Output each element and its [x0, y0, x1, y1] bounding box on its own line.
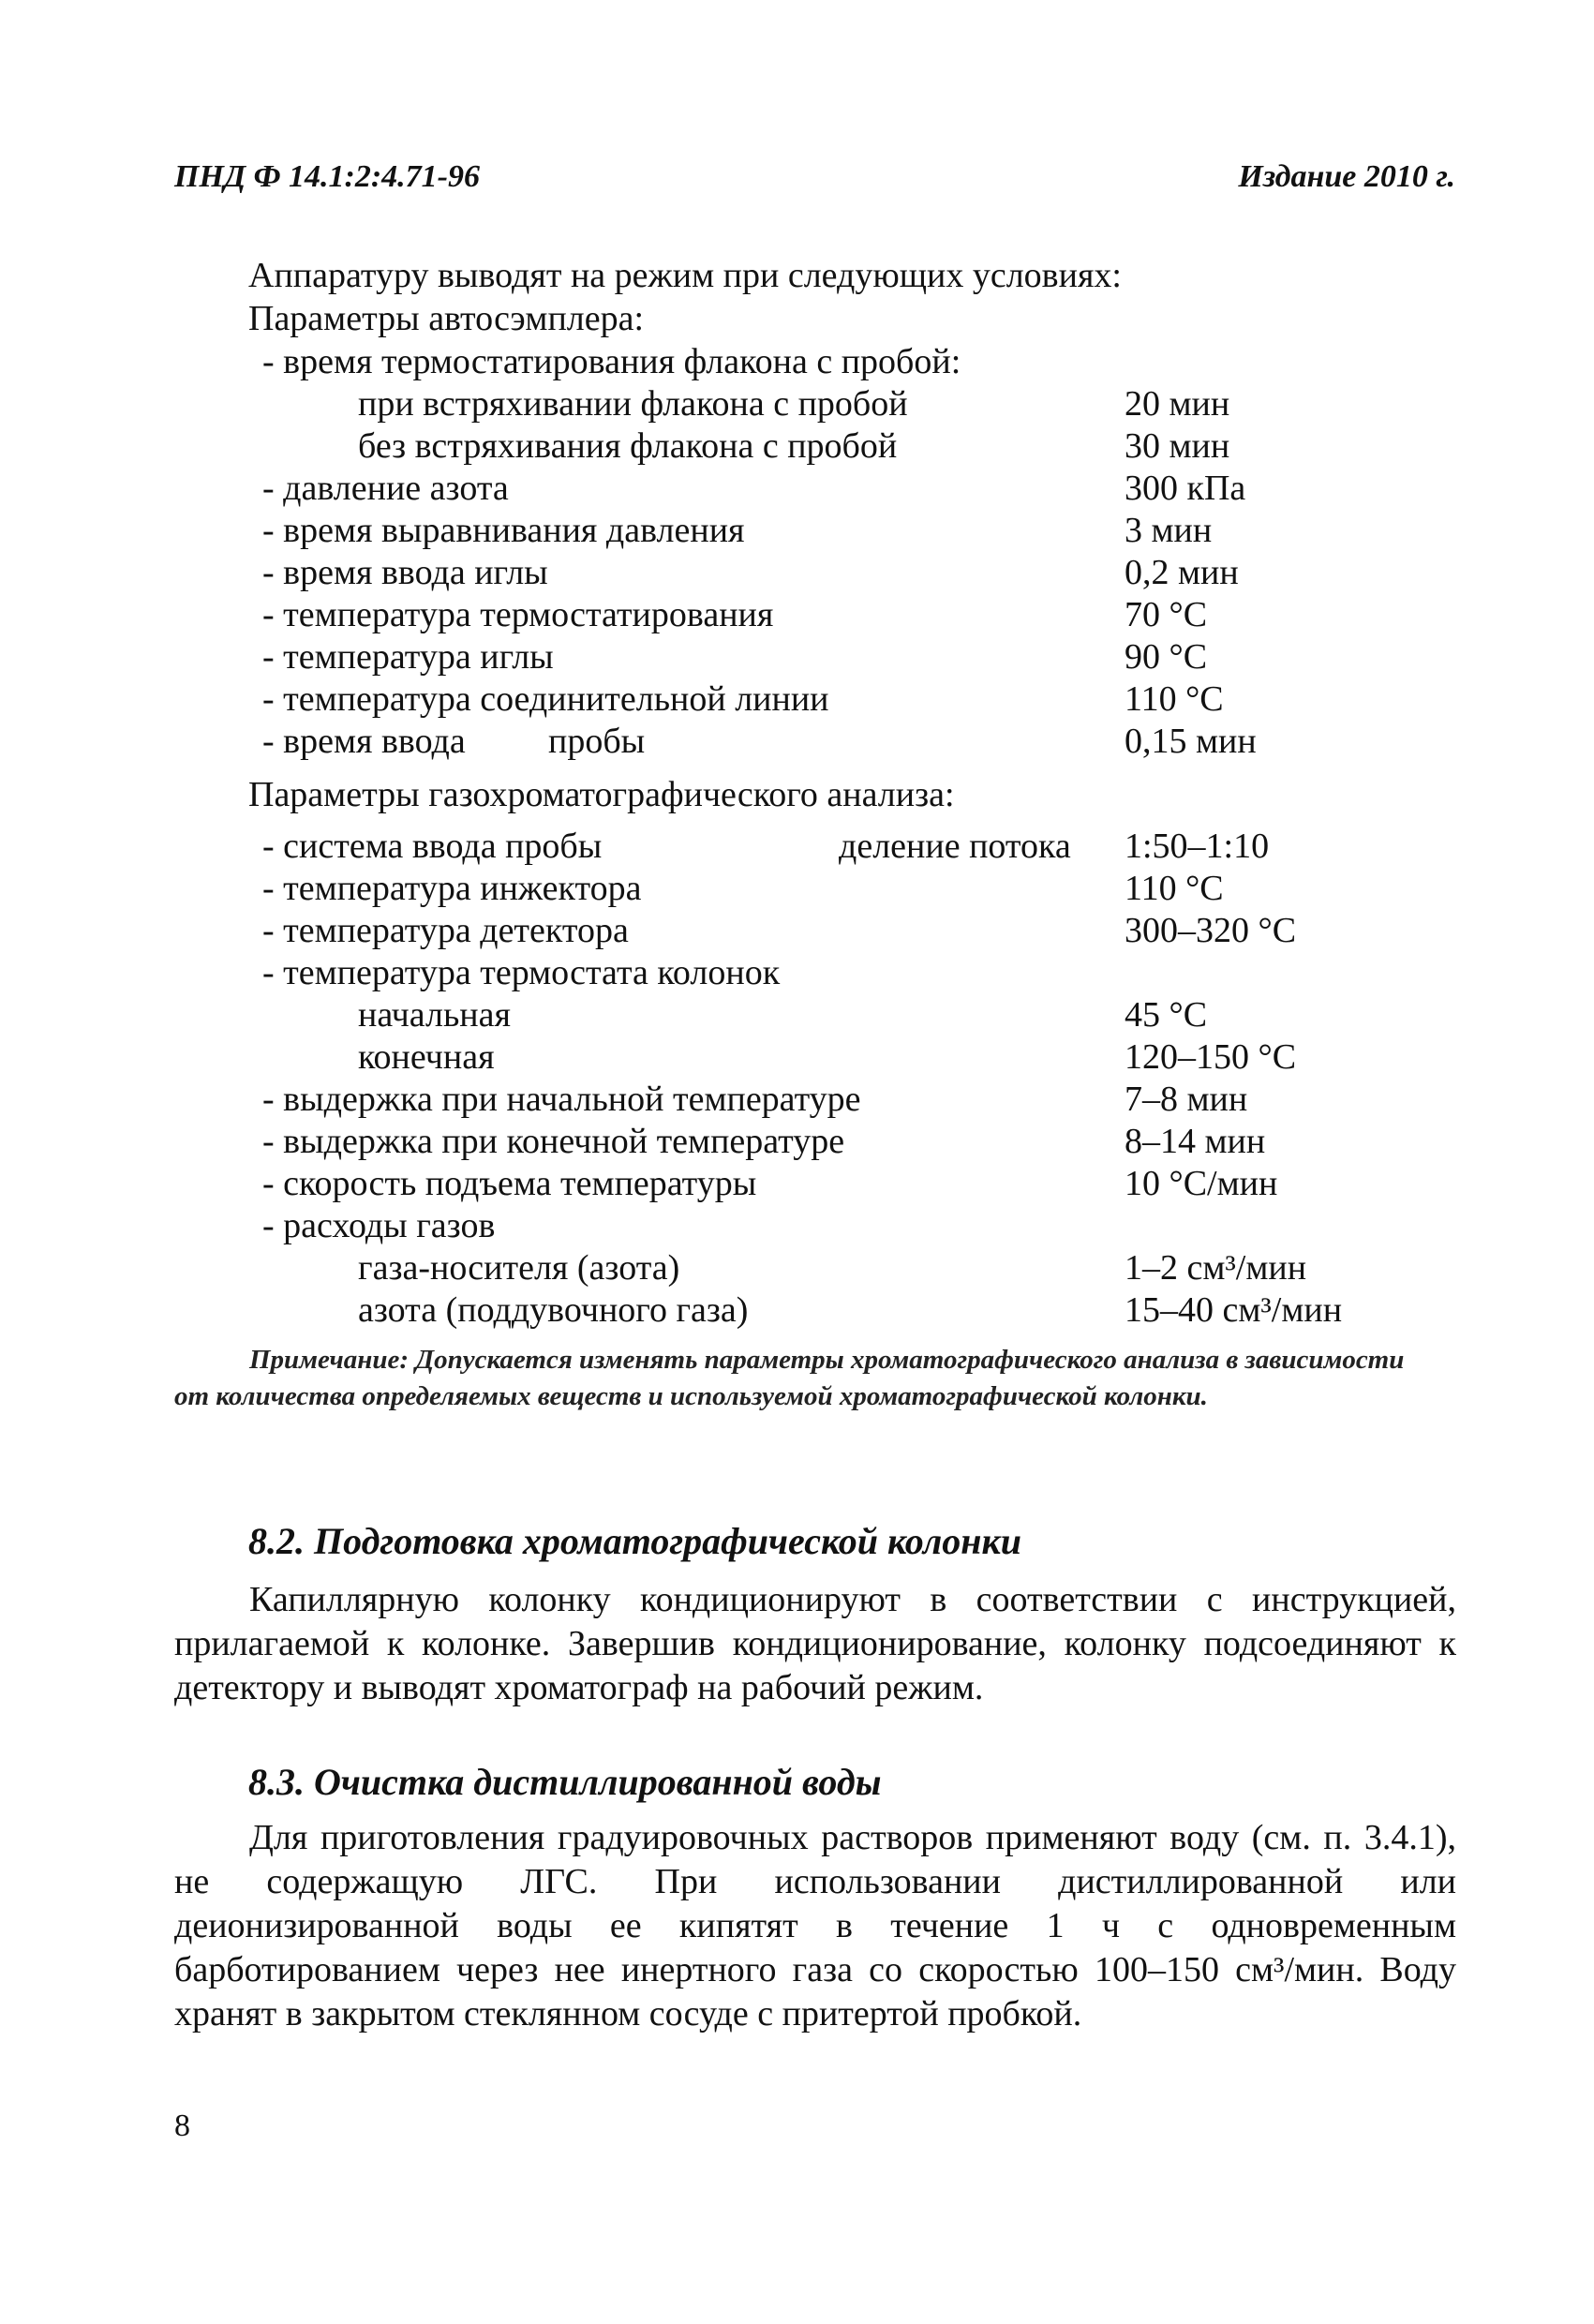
- param-label: - температура термостатирования: [262, 595, 774, 634]
- param-value: 70 °С: [1125, 595, 1208, 634]
- section-8-2-title: 8.2. Подготовка хроматографической колонки: [248, 1520, 1022, 1562]
- param-value: 90 °С: [1125, 637, 1208, 677]
- gc-title: Параметры газохроматографического анализа:: [248, 775, 955, 814]
- param-label: без встряхивания флакона с пробой: [358, 426, 898, 466]
- param-label: начальная: [358, 995, 511, 1035]
- param-label: - время выравнивания давления: [262, 511, 745, 550]
- param-label-continued: пробы: [548, 722, 646, 761]
- param-label: - давление азота: [262, 469, 509, 508]
- param-value: 45 °С: [1125, 995, 1208, 1035]
- param-label: при встряхивании флакона с пробой: [358, 384, 908, 424]
- param-label: газа-носителя (азота): [358, 1248, 680, 1288]
- param-label: - время ввода: [262, 722, 466, 761]
- section-8-2-text: Капиллярную колонку кондиционируют в соответствии с инструкцией, прилагаемой к колонке. Завершив кондиционирование, колонку подсоединяют к детектору и выводят хроматограф на рабочий режим.: [174, 1580, 1456, 1707]
- document-code: ПНД Ф 14.1:2:4.71-96: [174, 159, 480, 194]
- param-value: 110 °С: [1125, 869, 1224, 908]
- param-value: 20 мин: [1125, 384, 1230, 424]
- param-value: 120–150 °С: [1125, 1037, 1297, 1077]
- param-value: 0,2 мин: [1125, 553, 1239, 592]
- param-value: 15–40 см³/мин: [1125, 1290, 1343, 1330]
- param-label: азота (поддувочного газа): [358, 1290, 749, 1330]
- section-8-3-title: 8.3. Очистка дистиллированной воды: [248, 1761, 882, 1803]
- page-number: 8: [174, 2108, 190, 2143]
- note-text: Примечание: Допускается изменять параметры хроматографического анализа в зависимости от количества определяемых веществ и используемой хроматографической колонки.: [174, 1345, 1405, 1411]
- param-value: 0,15 мин: [1125, 722, 1257, 761]
- param-label: - расходы газов: [262, 1206, 496, 1245]
- param-value: 110 °С: [1125, 679, 1224, 719]
- param-label: - время ввода иглы: [262, 553, 548, 592]
- param-label: - температура инжектора: [262, 869, 642, 908]
- param-label: - скорость подъема температуры: [262, 1164, 757, 1203]
- param-value: 1:50–1:10: [1125, 827, 1270, 866]
- param-label: - температура соединительной линии: [262, 679, 829, 719]
- intro-line: Аппаратуру выводят на режим при следующих условиях:: [248, 256, 1122, 295]
- param-value: 300 кПа: [1125, 469, 1246, 508]
- param-label: конечная: [358, 1037, 495, 1077]
- param-mode: деление потока: [839, 827, 1071, 866]
- param-label: - система ввода пробы: [262, 827, 603, 866]
- param-label: - температура термостата колонок: [262, 953, 781, 992]
- param-value: 1–2 см³/мин: [1125, 1248, 1307, 1288]
- param-value: 8–14 мин: [1125, 1122, 1266, 1161]
- param-value: 3 мин: [1125, 511, 1213, 550]
- param-value: 30 мин: [1125, 426, 1230, 466]
- param-label: - выдержка при конечной температуре: [262, 1122, 845, 1161]
- edition-label: Издание 2010 г.: [1238, 159, 1455, 194]
- param-label: - температура иглы: [262, 637, 554, 677]
- param-label: - выдержка при начальной температуре: [262, 1080, 861, 1119]
- param-label: - время термостатирования флакона с пробой:: [262, 342, 961, 381]
- param-value: 10 °С/мин: [1125, 1164, 1278, 1203]
- param-value: 7–8 мин: [1125, 1080, 1248, 1119]
- param-value: 300–320 °С: [1125, 911, 1297, 950]
- param-label: - температура детектора: [262, 911, 629, 950]
- autosampler-title: Параметры автосэмплера:: [248, 299, 645, 338]
- section-8-3-text: Для приготовления градуировочных растворов применяют воду (см. п. 3.4.1), не содержащую ЛГС. При использовании дистиллированной или деионизированной воды ее кипятят в течение 1 ч с одновременным барботированием через нее инертного газа со скоростью 100–150 см³/мин. Воду хранят в закрытом стеклянном сосуде с притертой пробкой.: [174, 1818, 1456, 2034]
